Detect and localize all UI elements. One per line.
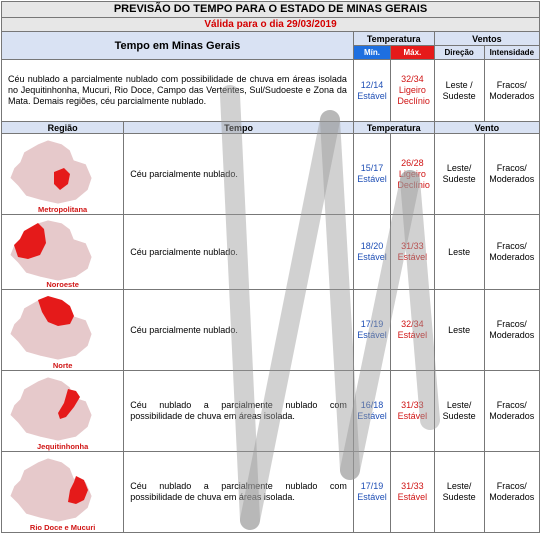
region-map-cell <box>2 452 124 533</box>
region-weather: Céu parcialmente nublado. <box>124 290 354 371</box>
state-map-icon <box>4 375 114 443</box>
state-map-icon <box>4 219 114 283</box>
region-intensity: Fracos/ Moderados <box>484 452 539 533</box>
region-min: 17/19 Estável <box>353 290 390 371</box>
intensity-heading: Intensidade <box>484 46 539 60</box>
state-map-icon <box>4 294 114 362</box>
region-name: Noroeste <box>46 280 79 289</box>
region-name: Jequitinhonha <box>37 442 89 451</box>
region-map-cell <box>2 371 124 452</box>
state-map-icon <box>4 456 114 524</box>
forecast-table <box>1 1 540 533</box>
region-max: 32/34 Estável <box>391 290 435 371</box>
region-row <box>2 215 540 290</box>
validity-date: Válida para o dia 29/03/2019 <box>2 18 540 32</box>
min-heading: Mín. <box>353 46 390 60</box>
region-col-heading: Região <box>2 122 124 134</box>
region-row <box>2 371 540 452</box>
region-weather: Céu nublado a parcialmente nublado com possibilidade de chuva em áreas isolada. <box>124 452 354 533</box>
direction-heading: Direção <box>434 46 484 60</box>
summary-min: 12/14 Estável <box>353 60 390 122</box>
region-name: Rio Doce e Mucuri <box>29 523 96 532</box>
weather-col-heading: Tempo <box>124 122 354 134</box>
region-intensity: Fracos/ Moderados <box>484 371 539 452</box>
winds-heading: Ventos <box>434 32 539 46</box>
region-direction: Leste/ Sudeste <box>434 452 484 533</box>
wind-col-heading: Vento <box>434 122 539 134</box>
region-map-cell <box>2 290 124 371</box>
region-min: 17/19 Estável <box>353 452 390 533</box>
region-max: 26/28 Ligeiro Declínio <box>391 134 435 215</box>
region-name: Metropolitana <box>38 205 88 214</box>
region-weather: Céu nublado a parcialmente nublado com possibilidade de chuva em áreas isolada. <box>124 371 354 452</box>
region-intensity: Fracos/ Moderados <box>484 134 539 215</box>
region-row <box>2 290 540 371</box>
temperature-heading: Temperatura <box>353 32 434 46</box>
page-title: PREVISÃO DO TEMPO PARA O ESTADO DE MINAS GERAIS <box>2 2 540 18</box>
region-direction: Leste/ Sudeste <box>434 134 484 215</box>
region-direction: Leste <box>434 290 484 371</box>
region-max: 31/33 Estável <box>391 215 435 290</box>
region-min: 15/17 Estável <box>353 134 390 215</box>
region-direction: Leste/ Sudeste <box>434 371 484 452</box>
region-map-cell <box>2 215 124 290</box>
region-row <box>2 134 540 215</box>
summary-max: 32/34 Ligeiro Declínio <box>391 60 435 122</box>
summary-text: Céu nublado a parcialmente nublado com possibilidade de chuva em áreas isolada no Jequitinhonha, Mucuri, Rio Doce, Campo das Vertentes, Sul/Sudoeste e Zona da Mata. Demais regiões, céu parcialmente nublado. <box>2 60 354 122</box>
region-max: 31/33 Estável <box>391 371 435 452</box>
region-intensity: Fracos/ Moderados <box>484 290 539 371</box>
region-min: 16/18 Estável <box>353 371 390 452</box>
max-heading: Máx. <box>391 46 435 60</box>
summary-direction: Leste / Sudeste <box>434 60 484 122</box>
region-weather: Céu parcialmente nublado. <box>124 215 354 290</box>
region-name: Norte <box>52 361 73 370</box>
state-map-icon <box>4 138 114 206</box>
region-direction: Leste <box>434 215 484 290</box>
region-intensity: Fracos/ Moderados <box>484 215 539 290</box>
summary-intensity: Fracos/ Moderados <box>484 60 539 122</box>
region-max: 31/33 Estável <box>391 452 435 533</box>
region-row <box>2 452 540 533</box>
region-weather: Céu parcialmente nublado. <box>124 134 354 215</box>
temp-col-heading: Temperatura <box>353 122 434 134</box>
region-min: 18/20 Estável <box>353 215 390 290</box>
summary-heading: Tempo em Minas Gerais <box>2 32 354 60</box>
region-map-cell <box>2 134 124 215</box>
